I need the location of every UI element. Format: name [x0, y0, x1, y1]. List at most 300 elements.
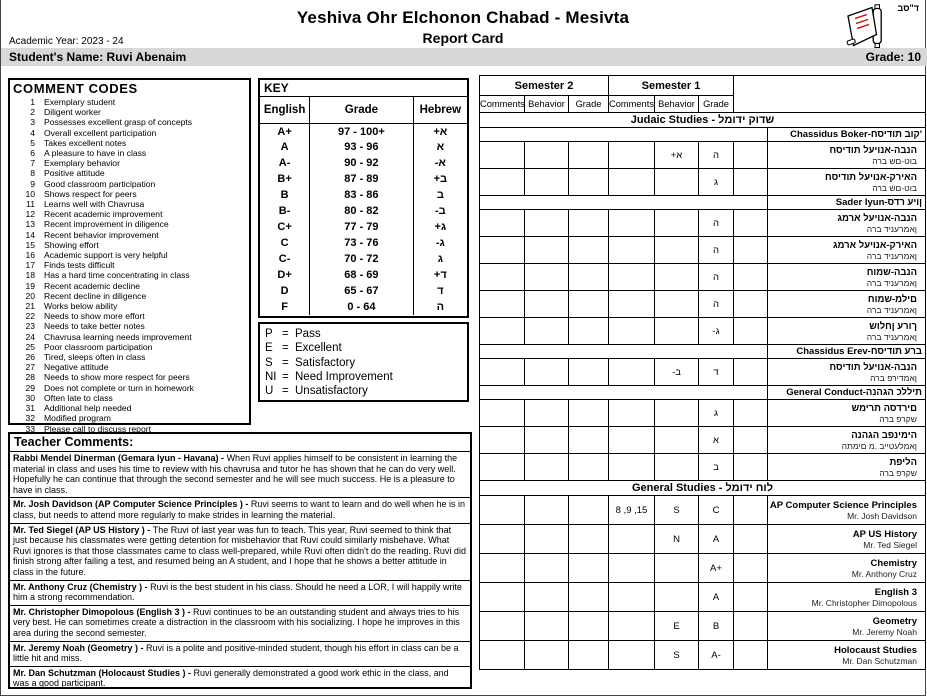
subject-row	[480, 142, 926, 169]
column-label: Comments	[609, 96, 655, 113]
s1-comments-cell	[609, 318, 655, 345]
comment-code-text: Possesses excellent grasp of concepts	[44, 117, 193, 128]
comment-code-text: Chavrusa learning needs improvement	[44, 331, 192, 342]
key-row	[260, 219, 467, 235]
column-label: Comments	[480, 96, 525, 113]
s1-comments-cell	[609, 264, 655, 291]
s1-behavior-cell	[655, 400, 699, 427]
legend-symbol: S	[265, 356, 273, 369]
s1-comments-cell	[609, 641, 655, 670]
s2-comments-cell	[480, 210, 525, 237]
group-header-label: Judaic Studies - למודי קודש	[480, 113, 926, 128]
comment-code-item	[13, 240, 246, 250]
key-row	[260, 283, 467, 299]
teacher-comment	[10, 524, 470, 581]
s2-grade-cell	[569, 237, 609, 264]
s2-behavior-cell	[525, 210, 569, 237]
subject-cell	[768, 264, 926, 291]
subject-cell	[768, 142, 926, 169]
s2-comments-cell	[480, 318, 525, 345]
comment-code-number: 7	[30, 158, 35, 169]
key-col-grade: Grade	[310, 97, 414, 123]
comment-code-item	[13, 270, 246, 280]
subject-cell	[768, 583, 926, 612]
legend-symbol: P	[265, 328, 273, 340]
teacher-comment	[10, 606, 470, 642]
subject-cell	[768, 359, 926, 386]
teacher-comment-author: Rabbi Mendel Dinerman (Gemara Iyun - Havana) -	[13, 453, 227, 463]
comment-code-text: Academic support is very helpful	[44, 250, 168, 261]
comment-code-item	[13, 311, 246, 321]
key-hebrew: ג	[413, 251, 467, 267]
subject-cell	[768, 454, 926, 481]
spacer-cell	[734, 427, 768, 454]
comment-code-number: 3	[30, 117, 35, 128]
comment-code-item	[13, 281, 246, 291]
s2-comments-cell	[480, 554, 525, 583]
s2-grade-cell	[569, 318, 609, 345]
student-name: Student's Name: Ruvi Abenaim	[9, 50, 187, 64]
legend-item	[265, 370, 462, 384]
s1-grade-cell: ה	[699, 291, 734, 318]
comment-code-item	[13, 107, 246, 117]
key-range: 97 - 100+	[310, 123, 414, 139]
teacher-comment-text: Ruvi is a polite and positive-minded student, though his effort in class can be a little hit and miss.	[13, 642, 459, 664]
key-col-hebrew: Hebrew	[413, 97, 467, 123]
key-hebrew: ד	[413, 283, 467, 299]
s1-grade-cell: ה	[699, 142, 734, 169]
comment-code-item	[13, 301, 246, 311]
s2-grade-cell	[569, 359, 609, 386]
subject-row	[480, 264, 926, 291]
section-title: Sader Iyun-סדר עיון	[768, 196, 926, 210]
column-label: Grade	[699, 96, 734, 113]
spacer-cell	[734, 554, 768, 583]
grade-key-header	[260, 97, 467, 123]
key-row	[260, 171, 467, 187]
s1-grade-cell: A+	[699, 554, 734, 583]
column-label: Behavior	[655, 96, 699, 113]
subject-row	[480, 525, 926, 554]
group-header-row	[480, 113, 926, 128]
comment-code-text: Poor classroom participation	[44, 341, 153, 352]
s2-grade-cell	[569, 210, 609, 237]
comment-code-number: 2	[30, 107, 35, 118]
subject-name: AP US History	[852, 528, 917, 540]
semester-2-header: Semester 2	[480, 76, 609, 96]
spacer-cell	[734, 318, 768, 345]
subject-name: English 3	[874, 586, 917, 598]
teacher-comment	[10, 581, 470, 606]
section-empty-cell	[480, 386, 768, 400]
spacer-cell	[734, 641, 768, 670]
comment-code-number: 17	[25, 260, 35, 271]
teacher-comments-title: Teacher Comments:	[10, 434, 470, 452]
legend-meaning: Excellent	[295, 342, 342, 355]
group-header-row	[480, 481, 926, 496]
subject-cell	[768, 525, 926, 554]
s2-grade-cell	[569, 169, 609, 196]
s2-comments-cell	[480, 169, 525, 196]
comment-code-item	[13, 260, 246, 270]
key-row	[260, 123, 467, 139]
legend-item	[265, 341, 462, 355]
comment-code-number: 16	[25, 250, 35, 261]
comment-code-text: Needs to show more effort	[44, 311, 145, 322]
comment-code-item	[13, 138, 246, 148]
section-empty-cell	[480, 196, 768, 210]
s2-grade-cell	[569, 454, 609, 481]
subject-name: שמירת הסדרים	[851, 402, 917, 414]
key-english: C+	[277, 221, 292, 234]
subject-name: גמרא לעיונא-הבנה	[837, 212, 917, 224]
comment-code-text: Recent decline in diligence	[44, 290, 147, 301]
s2-grade-cell	[569, 583, 609, 612]
legend-meaning: Unsatisfactory	[295, 385, 368, 398]
teacher-comment-text: Ruvi is the best student in his class. Should he need a LOR, I will happily write him a strong recommendation.	[13, 581, 462, 603]
comment-code-item	[13, 321, 246, 331]
comment-code-text: Diligent worker	[44, 107, 101, 118]
s2-grade-cell	[569, 525, 609, 554]
subject-cell	[768, 641, 926, 670]
subject-cell	[768, 427, 926, 454]
comment-code-number: 13	[25, 219, 35, 230]
section-title: General Conduct-הנהגה כללית	[768, 386, 926, 400]
legend-equals: =	[282, 385, 289, 398]
teacher-comments-box	[8, 432, 472, 689]
key-hebrew: +א	[413, 123, 467, 139]
legend-symbol: NI	[265, 370, 277, 383]
s2-behavior-cell	[525, 359, 569, 386]
s2-comments-cell	[480, 264, 525, 291]
key-row	[260, 187, 467, 203]
comment-code-item	[13, 199, 246, 209]
s2-comments-cell	[480, 496, 525, 525]
s1-grade-cell: ג	[699, 400, 734, 427]
student-grade: Grade: 10	[865, 50, 921, 64]
comment-code-number: 9	[30, 178, 35, 189]
s1-grade-cell: ג	[699, 169, 734, 196]
section-row	[480, 386, 926, 400]
teacher-comment-author: Mr. Dan Schutzman (Holocaust Studies ) -	[13, 667, 194, 678]
comment-code-text: Recent academic improvement	[44, 209, 163, 220]
s2-comments-cell	[480, 359, 525, 386]
s1-comments-cell	[609, 427, 655, 454]
spacer-cell	[734, 454, 768, 481]
comment-code-text: A pleasure to have in class	[44, 148, 147, 159]
subject-name: חסידות לעיונא-הבנה	[829, 144, 917, 156]
comment-code-number: 6	[30, 148, 35, 159]
subject-teacher: הרב פרידמאן	[870, 372, 917, 383]
subject-row	[480, 612, 926, 641]
comment-code-item	[13, 403, 246, 413]
comment-code-item	[13, 179, 246, 189]
s2-behavior-cell	[525, 291, 569, 318]
key-english: C-	[278, 253, 291, 266]
subject-cell	[768, 291, 926, 318]
s1-behavior-cell: S	[655, 496, 699, 525]
legend-equals: =	[282, 342, 289, 355]
comment-code-text: Additional help needed	[44, 403, 132, 414]
subject-row	[480, 169, 926, 196]
comment-code-text: Recent academic decline	[44, 280, 141, 291]
subject-row	[480, 237, 926, 264]
subject-row	[480, 318, 926, 345]
subject-row	[480, 291, 926, 318]
s1-behavior-cell: N	[655, 525, 699, 554]
marks-legend-list	[265, 327, 462, 398]
key-range: 65 - 67	[310, 283, 414, 299]
comment-code-text: Tired, sleeps often in class	[44, 352, 146, 363]
comment-code-number: 1	[30, 97, 35, 107]
subject-teacher: הרב שם-טוב	[872, 155, 917, 166]
s2-comments-cell	[480, 427, 525, 454]
comment-codes-box	[8, 78, 251, 434]
comment-code-number: 8	[30, 168, 35, 179]
s1-grade-cell: A-	[699, 641, 734, 670]
s1-behavior-cell: E	[655, 612, 699, 641]
s1-behavior-cell	[655, 237, 699, 264]
legend-meaning: Need Improvement	[295, 370, 393, 383]
s2-comments-cell	[480, 142, 525, 169]
key-row	[260, 267, 467, 283]
subject-teacher: Mr. Christopher Dimopolous	[811, 597, 917, 608]
comment-code-item	[13, 168, 246, 178]
comment-code-number: 5	[30, 137, 35, 148]
comment-code-item	[13, 209, 246, 219]
key-hebrew: -א	[413, 155, 467, 171]
s2-behavior-cell	[525, 612, 569, 641]
key-hebrew: א	[413, 140, 467, 156]
comment-code-text: Modified program	[44, 413, 111, 424]
comment-code-item	[13, 230, 246, 240]
subject-cell	[768, 169, 926, 196]
comment-code-text: Takes excellent notes	[44, 137, 127, 148]
legend-equals: =	[282, 328, 289, 340]
key-range: 90 - 92	[310, 155, 414, 171]
subject-cell	[768, 400, 926, 427]
teacher-comment-author: Mr. Josh Davidson (AP Computer Science Principles ) -	[13, 499, 251, 510]
subject-teacher: הרב דינערמאן	[866, 304, 917, 315]
s1-behavior-cell	[655, 427, 699, 454]
subject-row	[480, 359, 926, 386]
s2-behavior-cell	[525, 525, 569, 554]
s1-behavior-cell: S	[655, 641, 699, 670]
comment-code-number: 15	[25, 239, 35, 250]
key-hebrew: -ג	[413, 235, 467, 251]
key-row	[260, 155, 467, 171]
section-row	[480, 345, 926, 359]
legend-equals: =	[282, 356, 289, 369]
legend-meaning: Satisfactory	[295, 356, 356, 369]
comment-code-number: 19	[25, 280, 35, 291]
s1-behavior-cell	[655, 264, 699, 291]
s2-behavior-cell	[525, 583, 569, 612]
subject-name: הנהגה בפנימיה	[851, 429, 917, 441]
subject-row	[480, 554, 926, 583]
comment-code-item	[13, 117, 246, 127]
key-row	[260, 203, 467, 219]
teacher-comment	[10, 452, 470, 498]
comment-code-item	[13, 372, 246, 382]
key-range: 77 - 79	[310, 219, 414, 235]
subject-row	[480, 583, 926, 612]
comment-code-number: 33	[25, 423, 35, 434]
comment-codes-title: COMMENT CODES	[13, 81, 138, 96]
subject-row	[480, 427, 926, 454]
teacher-comment-author: Mr. Ted Siegel (AP US History ) -	[13, 524, 153, 535]
spacer-cell	[734, 525, 768, 554]
s2-grade-cell	[569, 496, 609, 525]
teacher-comment-text: Ruvi continues to be an outstanding student and always tries to his very best. He can sometimes create a distraction in the classroom with his socializing. I hope he improves in this area during the second semester.	[13, 606, 460, 638]
key-english: D	[280, 284, 289, 297]
s1-behavior-cell	[655, 318, 699, 345]
teacher-comment-author: Mr. Christopher Dimopolous (English 3 ) -	[13, 606, 194, 617]
legend-symbol: E	[265, 342, 273, 355]
s1-comments-cell	[609, 291, 655, 318]
comment-codes-list	[13, 97, 246, 434]
academic-year-label: Academic Year:	[9, 36, 79, 47]
subject-row	[480, 210, 926, 237]
key-english: A+	[277, 125, 292, 138]
section-row	[480, 196, 926, 210]
spacer-cell	[734, 142, 768, 169]
s1-grade-cell: -ג	[699, 318, 734, 345]
subject-teacher: הרב דינערמאן	[866, 250, 917, 261]
comment-code-item	[13, 250, 246, 260]
subject-teacher: הרב דינערמאן	[866, 331, 917, 342]
key-hebrew: +ג	[413, 219, 467, 235]
comment-code-text: Negative attitude	[44, 362, 109, 373]
key-english: A-	[278, 157, 291, 170]
comment-code-text: Finds tests difficult	[44, 260, 115, 271]
marks-legend-box	[258, 322, 469, 402]
key-range: 0 - 64	[310, 299, 414, 315]
subject-cell	[768, 210, 926, 237]
comment-code-number: 25	[25, 341, 35, 352]
key-english: B	[280, 189, 289, 202]
torah-scroll-logo	[845, 4, 887, 50]
comment-code-text: Good classroom participation	[44, 178, 156, 189]
s1-comments-cell	[609, 525, 655, 554]
subject-row	[480, 454, 926, 481]
column-label: Grade	[569, 96, 609, 113]
comment-code-text: Exemplary student	[44, 97, 116, 107]
comment-code-number: 26	[25, 352, 35, 363]
comment-code-number: 12	[25, 209, 35, 220]
key-range: 70 - 72	[310, 251, 414, 267]
comment-code-item	[13, 219, 246, 229]
s1-grade-cell: ד	[699, 359, 734, 386]
s2-comments-cell	[480, 237, 525, 264]
key-row	[260, 235, 467, 251]
s2-comments-cell	[480, 400, 525, 427]
comment-code-number: 30	[25, 392, 35, 403]
key-english: B-	[278, 205, 291, 218]
key-english: A	[280, 141, 289, 154]
s2-comments-cell	[480, 291, 525, 318]
subject-corner-cell	[734, 76, 926, 113]
key-hebrew: ה	[413, 299, 467, 315]
s2-grade-cell	[569, 612, 609, 641]
teacher-comment	[10, 667, 470, 691]
student-bar	[1, 48, 927, 66]
spacer-cell	[734, 583, 768, 612]
legend-item	[265, 384, 462, 398]
teacher-comment-text: When Ruvi applies himself to be consistent in learning the material in class and uses his time to review with his chavrusa and tutor he has shown that he can do very well. Hopefully he can continue that through the second semester and he will see much success. He is a pleasure to have in class.	[13, 453, 458, 495]
column-label: Behavior	[525, 96, 569, 113]
s1-grade-cell: A	[699, 583, 734, 612]
comment-code-number: 29	[25, 382, 35, 393]
s1-comments-cell	[609, 210, 655, 237]
s2-grade-cell	[569, 427, 609, 454]
comment-code-number: 31	[25, 403, 35, 414]
subject-row	[480, 641, 926, 670]
s2-behavior-cell	[525, 641, 569, 670]
comment-code-text: Shows respect for peers	[44, 188, 137, 199]
comment-code-text: Exemplary behavior	[44, 158, 120, 169]
key-row	[260, 299, 467, 315]
comment-code-item	[13, 128, 246, 138]
s2-behavior-cell	[525, 496, 569, 525]
legend-meaning: Pass	[295, 328, 321, 340]
grades-table	[479, 75, 926, 670]
s1-grade-cell: ב	[699, 454, 734, 481]
grade-key-table	[260, 97, 467, 315]
subject-row	[480, 496, 926, 525]
comment-code-number: 32	[25, 413, 35, 424]
subject-teacher: Mr. Dan Schutzman	[842, 655, 917, 666]
academic-year	[9, 36, 124, 47]
subject-name: תפילה	[889, 456, 917, 468]
comment-code-item	[13, 97, 246, 107]
s2-grade-cell	[569, 554, 609, 583]
comment-code-text: Often late to class	[44, 392, 113, 403]
subject-cell	[768, 496, 926, 525]
comment-code-item	[13, 383, 246, 393]
s1-comments-cell	[609, 583, 655, 612]
teacher-comment-author: Mr. Anthony Cruz (Chemistry ) -	[13, 581, 151, 592]
s1-behavior-cell	[655, 210, 699, 237]
subject-cell	[768, 554, 926, 583]
s2-behavior-cell	[525, 318, 569, 345]
s1-grade-cell: א	[699, 427, 734, 454]
comment-code-text: Needs to show more respect for peers	[44, 372, 190, 383]
spacer-cell	[734, 210, 768, 237]
subject-teacher: הרב דינערמאן	[866, 223, 917, 234]
s2-behavior-cell	[525, 427, 569, 454]
subject-name: Geometry	[872, 615, 917, 627]
key-hebrew: +ב	[413, 171, 467, 187]
s1-comments-cell	[609, 400, 655, 427]
s1-behavior-cell	[655, 291, 699, 318]
spacer-cell	[734, 496, 768, 525]
teacher-comments-list	[10, 452, 470, 691]
comment-code-item	[13, 158, 246, 168]
teacher-comment-text: Ruvi generally demonstrated a good work ethic in the class, and was a good participant.	[13, 667, 449, 689]
s1-comments-cell	[609, 554, 655, 583]
key-range: 68 - 69	[310, 267, 414, 283]
subject-name: חסידות לעיונא-הבנה	[829, 361, 917, 373]
subject-name: גמרא לעיונא-קריאה	[833, 239, 917, 251]
subject-cell	[768, 612, 926, 641]
subject-teacher: הרב דינערמאן	[866, 277, 917, 288]
subject-teacher: הרב פרקש	[879, 413, 917, 424]
s2-comments-cell	[480, 612, 525, 641]
s1-behavior-cell	[655, 454, 699, 481]
spacer-cell	[734, 291, 768, 318]
s1-grade-cell: B	[699, 612, 734, 641]
